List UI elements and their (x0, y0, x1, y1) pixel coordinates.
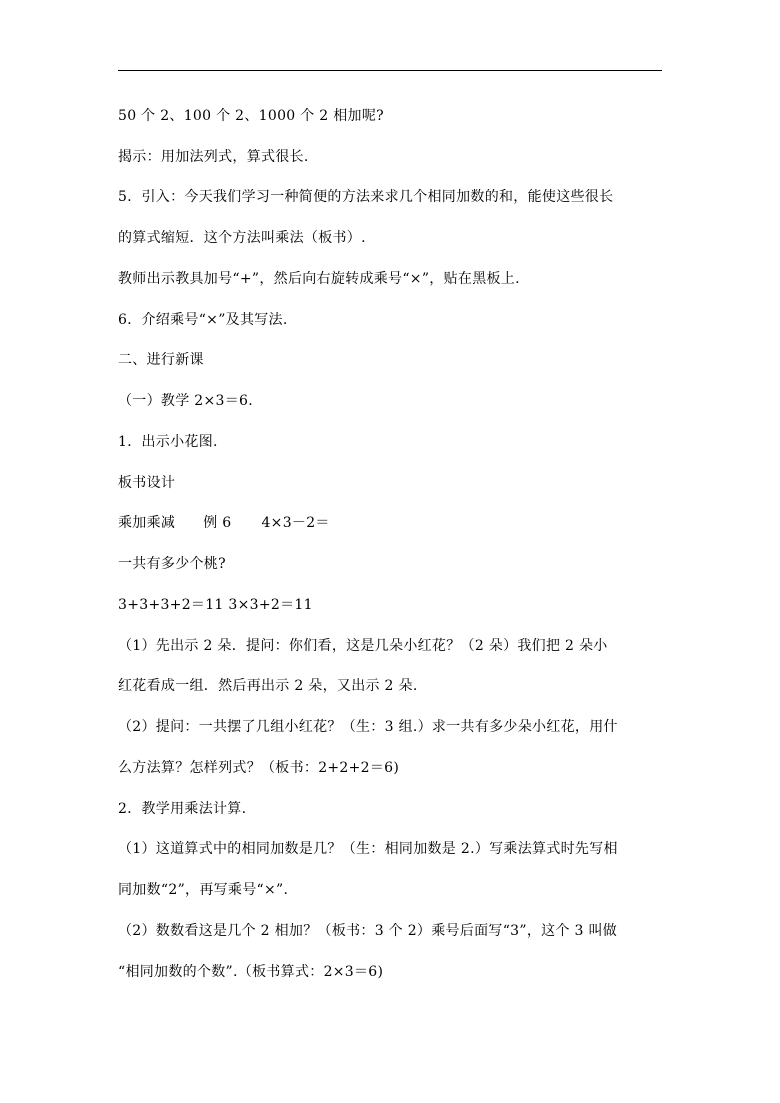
text-line: （2）提问：一共摆了几组小红花？（生：3 组.）求一共有多少朵小红花，用什 (118, 719, 618, 735)
equation-line: 3+3+3+2＝11 3×3+2＝11 (118, 597, 313, 613)
text-line: 50 个 2、100 个 2、1000 个 2 相加呢? (118, 108, 384, 124)
text-line: 1．出示小花图. (118, 434, 218, 450)
text-line: 一共有多少个桃? (118, 556, 226, 572)
header-rule (118, 70, 662, 71)
text-line: 揭示：用加法列式，算式很长. (118, 149, 309, 165)
text-line: （2）数数看这是几个 2 相加？（板书：3 个 2）乘号后面写“3”，这个 3 叫做 (118, 923, 618, 939)
text-line: 么方法算？怎样列式？（板书：2+2+2＝6) (118, 760, 400, 776)
text-line: 红花看成一组．然后再出示 2 朵，又出示 2 朵. (118, 678, 418, 694)
text-line: 5．引入：今天我们学习一种简便的方法来求几个相同加数的和，能使这些很长 (118, 189, 614, 205)
text-line: 的算式缩短．这个方法叫乘法（板书）. (118, 230, 366, 246)
text-line: 同加数“2”，再写乘号“×”. (118, 882, 289, 898)
board-topic: 乘加乘减 (118, 515, 176, 531)
text-line: 6．介绍乘号“×”及其写法. (118, 312, 288, 328)
text-line: （1）先出示 2 朵．提问：你们看，这是几朵小红花？（2 朵）我们把 2 朵小 (118, 638, 608, 654)
board-design-heading: 板书设计 (118, 475, 176, 491)
board-design-row (118, 513, 330, 533)
board-example: 例 6 (203, 515, 232, 531)
board-expression: 4×3－2＝ (261, 515, 330, 531)
text-line: 教师出示教具加号“+”，然后向右旋转成乘号“×”，贴在黑板上. (118, 271, 520, 287)
text-line: “相同加数的个数”.（板书算式：2×3＝6) (118, 964, 384, 980)
text-line: 2．教学用乘法计算. (118, 801, 247, 817)
subsection-heading: （一）教学 2×3＝6. (118, 393, 253, 409)
section-heading: 二、进行新课 (118, 352, 204, 368)
text-line: （1）这道算式中的相同加数是几？（生：相同加数是 2.）写乘法算式时先写相 (118, 841, 618, 857)
